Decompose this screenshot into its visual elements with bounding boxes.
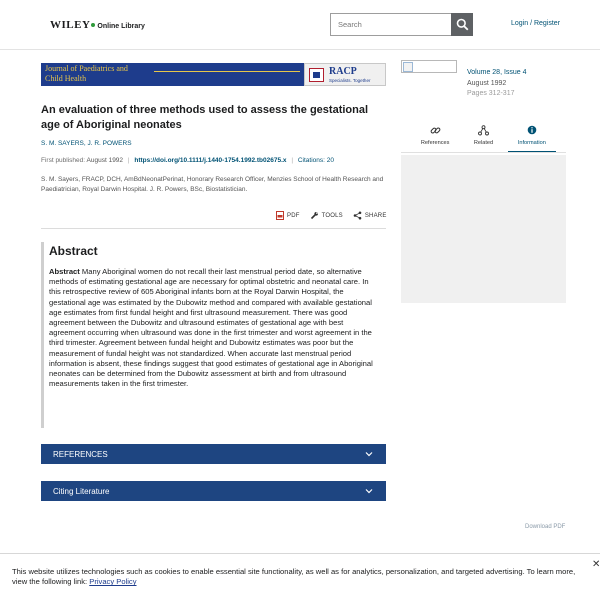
site-header (0, 0, 600, 50)
logo-wiley-text: WILEY (50, 19, 91, 31)
close-icon[interactable]: ✕ (592, 559, 600, 570)
issue-info (467, 68, 527, 100)
separator: | (291, 157, 294, 164)
separator: | (127, 157, 130, 164)
abstract-label: Abstract (49, 267, 80, 276)
cookie-banner (0, 553, 600, 600)
wrench-icon (310, 211, 319, 220)
tab-information[interactable] (508, 124, 556, 153)
information-panel (401, 155, 566, 303)
cookie-message (12, 567, 587, 588)
article-actions (276, 211, 387, 220)
article-title: An evaluation of three methods used to assess the gestational age of Aboriginal neonates (41, 104, 369, 131)
racp-tagline: Specialists. Together (329, 78, 371, 83)
tab-references[interactable] (411, 124, 459, 153)
login-register-link[interactable]: Login / Register (511, 20, 561, 27)
author-affiliations: S. M. Sayers, FRACP, DCH, AmBdNeonatPerinat, Honorary Research Officer, Menzies School of Health Research and Paediatrician, Royal Darwin Hospital. J. R. Powers, BSc, Biostatistician. (41, 176, 384, 193)
abstract-section (41, 242, 386, 428)
chevron-down-icon (364, 486, 374, 496)
citing-literature-accordion[interactable] (41, 481, 386, 501)
info-icon (527, 125, 537, 135)
journal-title-line1: Journal of Paediatrics and (45, 64, 128, 73)
pdf-button[interactable] (276, 211, 300, 220)
racp-logo (304, 63, 386, 86)
pdf-icon (276, 211, 284, 220)
logo-online-library-text: Online Library (97, 23, 145, 30)
privacy-policy-link[interactable]: Privacy Policy (89, 577, 137, 587)
tools-button[interactable] (310, 211, 343, 220)
journal-banner-title (45, 64, 128, 84)
tools-label: TOOLS (321, 212, 343, 219)
search-bar (330, 13, 473, 36)
search-icon (456, 18, 469, 31)
citations-link[interactable]: Citations: 20 (297, 157, 334, 164)
journal-banner-title-area (41, 63, 304, 86)
pdf-label: PDF (287, 212, 300, 219)
search-input[interactable] (330, 13, 451, 36)
references-accordion[interactable] (41, 444, 386, 464)
first-published-label: First published: (41, 157, 86, 164)
share-icon (353, 211, 362, 220)
abstract-text: Many Aboriginal women do not recall their last menstrual period date, so alternative methods of estimating gestational age are necessary for optimal obstetric and neonatal care. In this retrospective review of 605 Aboriginal infants born at the Royal Darwin Hospital, the gestational age was estimated by the Dubowitz method and compared with available gestational age estimates from first fundal height and first ultrasound measurement. There was good agreement between the Dubowitz and ultrasound estimates of gestational age with best agreement occurring when ultrasound was done in the first trimester and worst agreement in the third trimester. Agreement between fundal height and Dubowitz estimates was poor but the measurement of fundal height was not standardized. When accurate last menstrual period information is absent, these findings suggest that good estimates of gestational age in Aboriginal neonates can be determined from the Dubowitz assessment at birth and from ultrasound measurements taken in the first trimester. (49, 267, 373, 389)
journal-cover-image[interactable] (401, 60, 457, 73)
citing-literature-label: Citing Literature (53, 486, 110, 496)
link-icon (430, 125, 441, 136)
abstract-body (49, 267, 381, 389)
tab-references-label: References (420, 140, 450, 146)
journal-title-line2: Child Health (45, 74, 87, 83)
tabs-divider (401, 152, 566, 153)
cookie-text: This website utilizes technologies such as cookies to enable essential site functionality, as well as for analytics, personalization, and targeted advertising. To learn more, view the following link: (12, 567, 576, 587)
chevron-down-icon (364, 449, 374, 459)
journal-banner[interactable] (41, 63, 386, 86)
tab-related-label: Related (473, 140, 494, 146)
article-authors[interactable]: S. M. SAYERS, J. R. POWERS (41, 140, 132, 147)
related-network-icon (478, 125, 489, 136)
banner-divider-line (154, 71, 300, 72)
publication-info (41, 157, 334, 164)
logo-dot-icon (91, 23, 95, 27)
racp-name: RACP (329, 66, 357, 77)
references-label: REFERENCES (53, 449, 108, 459)
issue-volume-link[interactable]: Volume 28, Issue 4 (467, 69, 527, 76)
issue-pages: Pages 312-317 (467, 90, 515, 97)
search-button[interactable] (451, 13, 473, 36)
tab-information-label: Information (517, 140, 546, 146)
download-pdf-link[interactable]: Download PDF (525, 524, 566, 530)
first-published-date: August 1992 (86, 157, 124, 164)
issue-date: August 1992 (467, 79, 507, 87)
abstract-heading: Abstract (49, 244, 98, 258)
share-button[interactable] (353, 211, 387, 220)
actions-divider (41, 228, 386, 229)
doi-link[interactable]: https://doi.org/10.1111/j.1440-1754.1992.tb02675.x (134, 157, 287, 164)
racp-seal-icon (309, 68, 324, 82)
sidebar-tabs (411, 124, 556, 153)
wiley-logo[interactable] (50, 19, 145, 31)
share-label: SHARE (364, 212, 387, 219)
tab-related[interactable] (459, 124, 507, 153)
